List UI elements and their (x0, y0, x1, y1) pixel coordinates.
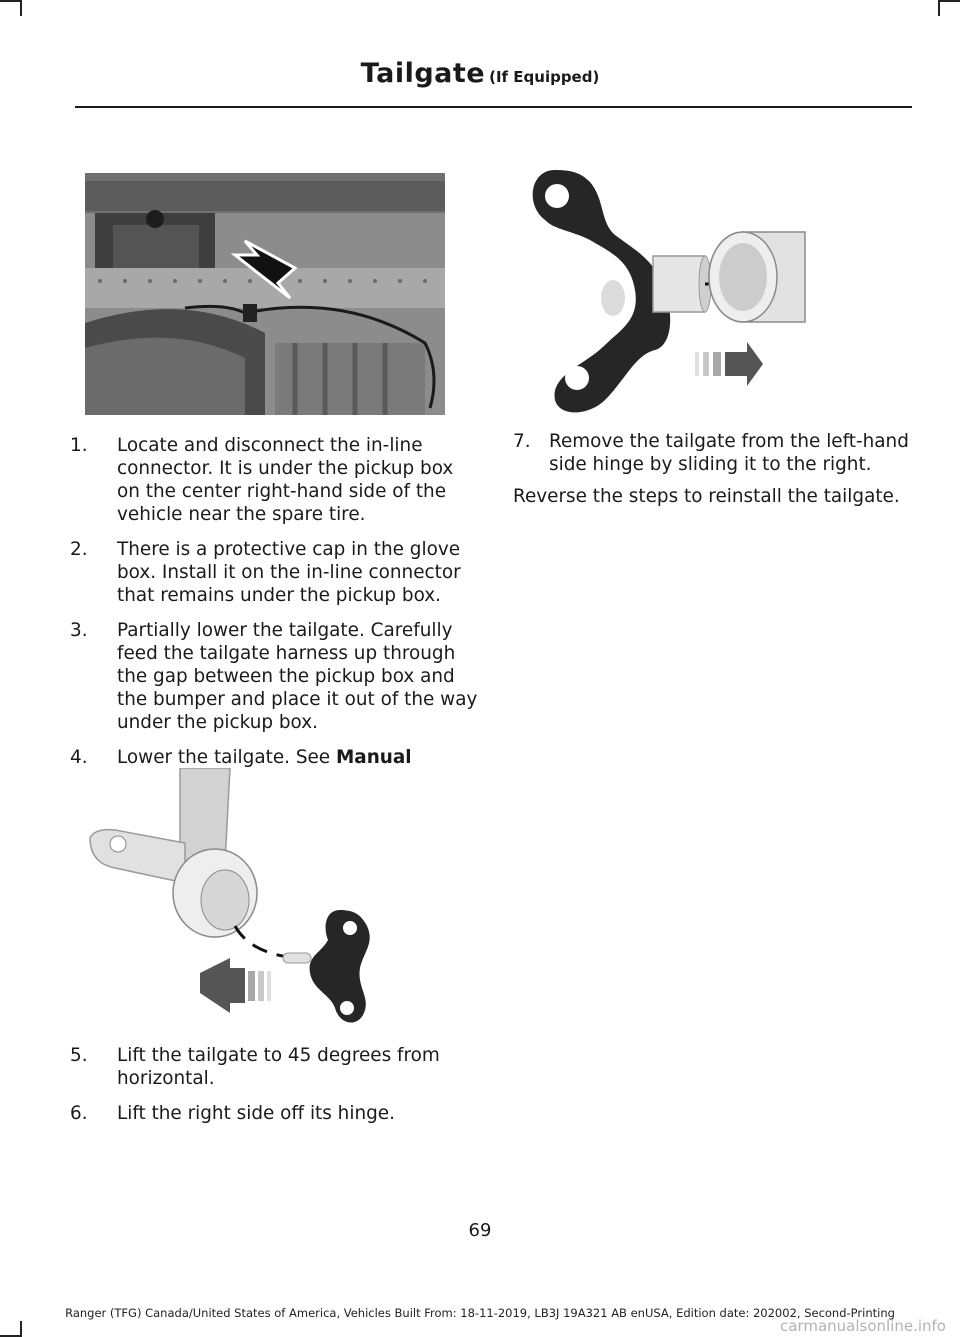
crop-mark (0, 0, 20, 2)
header-title-main: Tailgate (360, 58, 486, 89)
connector-photo (85, 173, 445, 415)
step-number: 6. (70, 1103, 88, 1124)
step-text: Locate and disconnect the in-line connector. It is under the pickup box on the center right-hand side of the vehicle near the spare tire. (117, 435, 454, 525)
steps-list-right (513, 430, 913, 488)
manual-tailgate-link[interactable]: Manual (335, 747, 412, 768)
crop-mark (938, 0, 940, 16)
step-number: 7. (513, 431, 531, 452)
header-rule (75, 106, 912, 108)
step-text: Lift the right side off its hinge. (117, 1103, 395, 1124)
list-item (70, 434, 480, 526)
step-number: 4. (70, 747, 88, 768)
list-item (70, 619, 480, 734)
hinge-pin-illustration (515, 160, 815, 418)
header-title-sub: (If Equipped) (489, 68, 600, 86)
hinge-lift-illustration (85, 768, 385, 1030)
page-number: 69 (468, 1220, 492, 1241)
step-number: 5. (70, 1045, 88, 1066)
crop-mark (940, 0, 960, 2)
step-text: Remove the tailgate from the left-hand side hinge by sliding it to the right. (549, 431, 909, 475)
page-title (0, 58, 960, 89)
step-text: Partially lower the tailgate. Carefully feed the tailgate harness up through the gap between the pickup box and the bumper and place it out of the way under the pickup box. (117, 620, 478, 733)
step-text: Lift the tailgate to 45 degrees from horizontal. (117, 1045, 440, 1089)
step-number: 1. (70, 435, 88, 456)
list-item (70, 538, 480, 607)
list-item (70, 1102, 480, 1125)
steps-list-left-b (70, 1044, 480, 1137)
step-number: 3. (70, 620, 88, 641)
list-item (513, 430, 913, 476)
reverse-instruction: Reverse the steps to reinstall the tailgate. (513, 486, 900, 507)
watermark: carmanualsonline.info (780, 1317, 946, 1335)
list-item (70, 1044, 480, 1090)
steps-list-left-a (70, 434, 480, 804)
step-text: Lower the tailgate. See (117, 747, 336, 768)
crop-mark (20, 0, 22, 16)
crop-mark (20, 1321, 22, 1337)
step-number: 2. (70, 539, 88, 560)
step-text: There is a protective cap in the glove box. Install it on the in-line connector that remains under the pickup box. (117, 539, 461, 606)
footer-text: Ranger (TFG) Canada/United States of America, Vehicles Built From: 18-11-2019, LB3J 19A321 AB enUSA, Edition date: 202002, Second-Printing (65, 1306, 895, 1320)
